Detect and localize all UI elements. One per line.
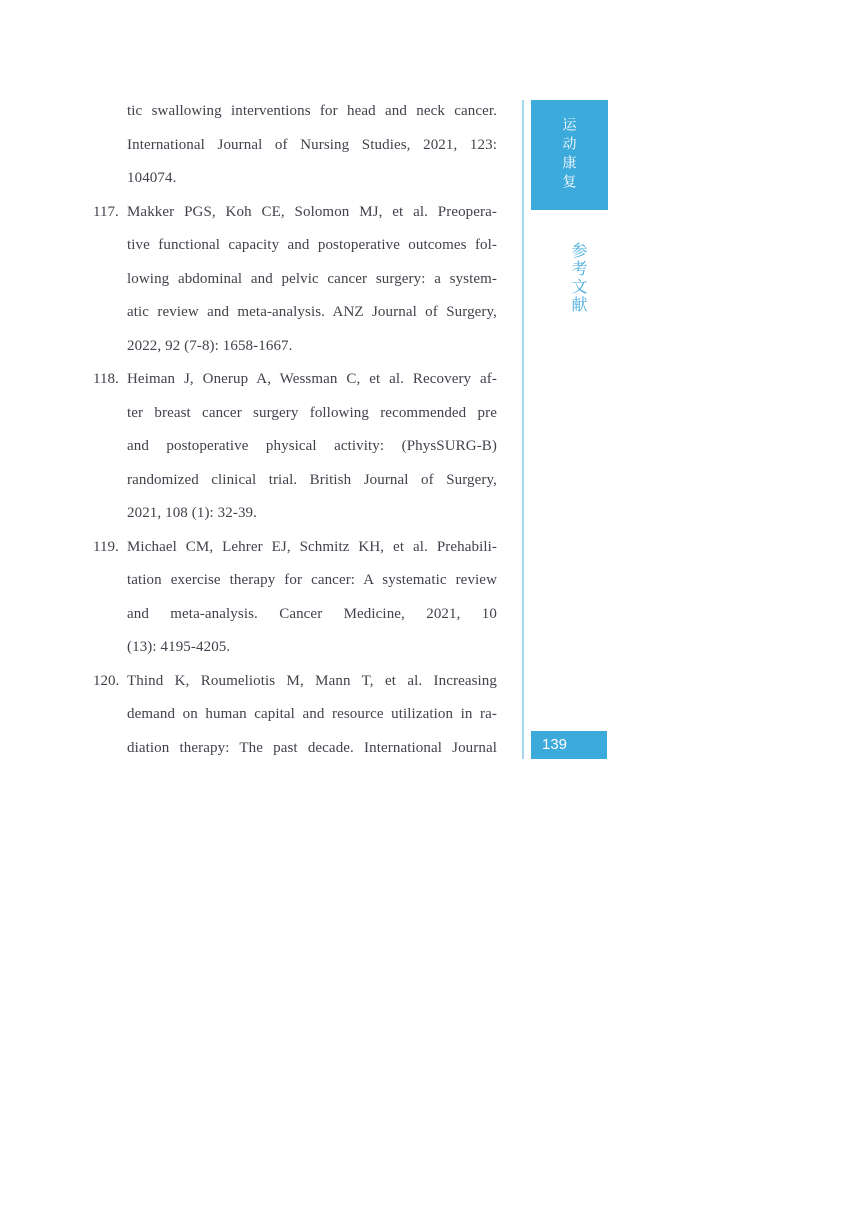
reference-line: Michael CM, Lehrer EJ, Schmitz KH, et al. Prehabili- xyxy=(127,538,497,555)
reference-line: atic review and meta-analysis. ANZ Journal of Surgery, xyxy=(127,304,497,320)
reference-line: 2021, 108 (1): 32-39. xyxy=(127,505,258,521)
reference-line: 104074. xyxy=(127,170,177,186)
reference-number: 119. xyxy=(93,538,119,555)
reference-line: tic swallowing interventions for head and neck cancer. xyxy=(127,103,497,119)
reference-item xyxy=(93,196,497,364)
references-list xyxy=(93,95,497,765)
reference-item xyxy=(93,95,497,196)
reference-line: Heiman J, Onerup A, Wessman C, et al. Recovery af- xyxy=(127,371,497,387)
sidebar-rule xyxy=(522,100,524,759)
reference-item xyxy=(93,363,497,531)
reference-line: diation therapy: The past decade. International Journal xyxy=(127,739,497,756)
reference-line: ter breast cancer surgery following recommended pre xyxy=(127,404,497,421)
reference-item xyxy=(93,665,497,766)
reference-line: and postoperative physical activity: (PhysSURG-B) xyxy=(127,438,497,454)
page-number-badge xyxy=(531,731,607,759)
reference-line: Thind K, Roumeliotis M, Mann T, et al. Increasing xyxy=(127,672,497,689)
reference-line: (13): 4195-4205. xyxy=(127,639,231,655)
reference-line: randomized clinical trial. British Journal of Surgery, xyxy=(127,471,497,488)
reference-line: tation exercise therapy for cancer: A systematic review xyxy=(127,572,497,588)
reference-number: 117. xyxy=(93,203,119,220)
reference-line: Makker PGS, Koh CE, Solomon MJ, et al. Preopera- xyxy=(127,203,497,220)
chapter-tab-label: 运动康复 xyxy=(561,117,578,193)
reference-item xyxy=(93,531,497,665)
reference-line: International Journal of Nursing Studies, 2021, 123: xyxy=(127,136,497,153)
reference-line: 2022, 92 (7-8): 1658-1667. xyxy=(127,337,293,354)
reference-line: tive functional capacity and postoperative outcomes fol- xyxy=(127,237,497,253)
page-number: 139 xyxy=(542,736,568,753)
reference-line: lowing abdominal and pelvic cancer surgery: a system- xyxy=(127,270,497,287)
reference-line: demand on human capital and resource utilization in ra- xyxy=(127,706,497,722)
reference-line: and meta-analysis. Cancer Medicine, 2021, 10 xyxy=(127,605,497,622)
reference-number: 120. xyxy=(93,672,120,689)
section-label: 参考文献 xyxy=(569,242,586,314)
reference-number: 118. xyxy=(93,371,119,387)
chapter-tab xyxy=(531,100,608,210)
